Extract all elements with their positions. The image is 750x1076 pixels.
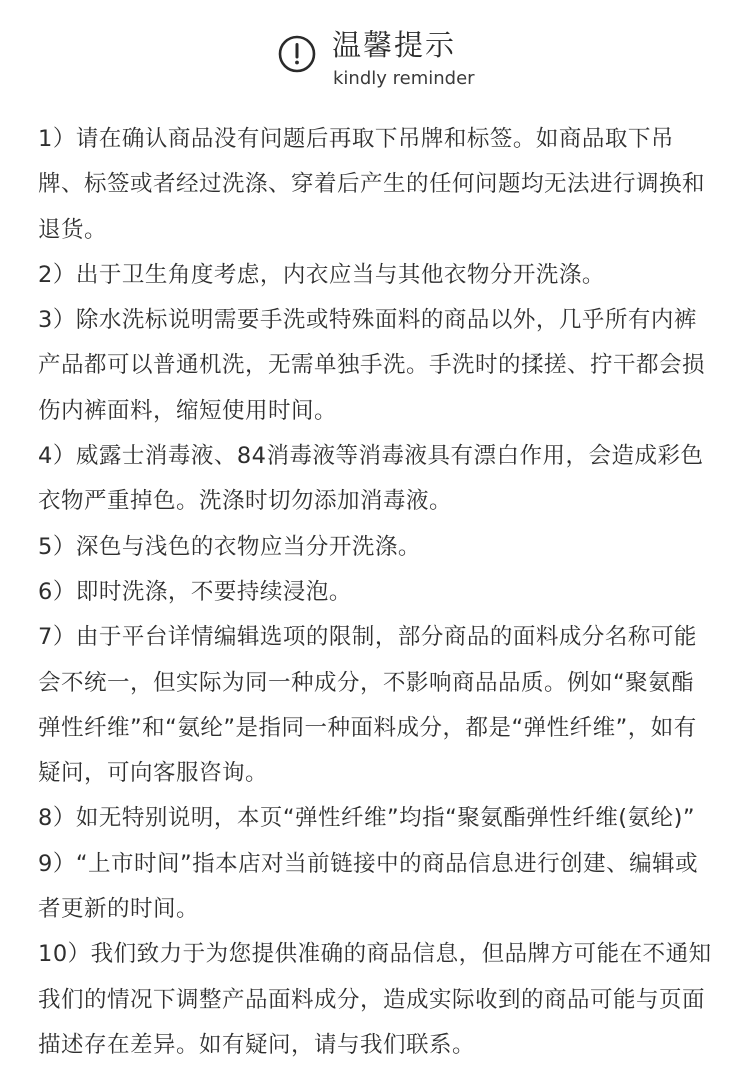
page-subtitle: kindly reminder	[333, 68, 475, 89]
reminder-item-3: 3）除水洗标说明需要手洗或特殊面料的商品以外，几乎所有内裤产品都可以普通机洗，无需单独手洗。手洗时的揉搓、拧干都会损伤内裤面料，缩短使用时间。	[38, 307, 706, 424]
reminder-item-5: 5）深色与浅色的衣物应当分开洗涤。	[38, 533, 421, 560]
reminder-item-8: 8）如无特别说明，本页“弹性纤维”均指“聚氨酯弹性纤维(氨纶)”	[38, 805, 695, 832]
page-title: 温馨提示	[332, 28, 457, 62]
reminder-header	[0, 28, 750, 92]
alert-circle-icon	[278, 35, 316, 73]
reminder-item-6: 6）即时洗涤，不要持续浸泡。	[38, 578, 352, 605]
reminder-list	[38, 117, 714, 1068]
reminder-item-2: 2）出于卫生角度考虑，内衣应当与其他衣物分开洗涤。	[38, 261, 605, 288]
reminder-item-1: 1）请在确认商品没有问题后再取下吊牌和标签。如商品取下吊牌、标签或者经过洗涤、穿着后产生的任何问题均无法进行调换和退货。	[38, 126, 706, 243]
reminder-item-9: 9）“上市时间”指本店对当前链接中的商品信息进行创建、编辑或者更新的时间。	[38, 850, 699, 923]
reminder-item-10: 10）我们致力于为您提供准确的商品信息，但品牌方可能在不通知我们的情况下调整产品面料成分，造成实际收到的商品可能与页面描述存在差异。如有疑问，请与我们联系。	[38, 941, 712, 1058]
reminder-item-4: 4）威露士消毒液、84消毒液等消毒液具有漂白作用，会造成彩色衣物严重掉色。洗涤时切勿添加消毒液。	[38, 443, 704, 515]
reminder-item-7: 7）由于平台详情编辑选项的限制，部分商品的面料成分名称可能会不统一，但实际为同一种成分，不影响商品品质。例如“聚氨酯弹性纤维”和“氨纶”是指同一种面料成分，都是“弹性纤维”，如有疑问，可向客服咨询。	[38, 624, 697, 787]
